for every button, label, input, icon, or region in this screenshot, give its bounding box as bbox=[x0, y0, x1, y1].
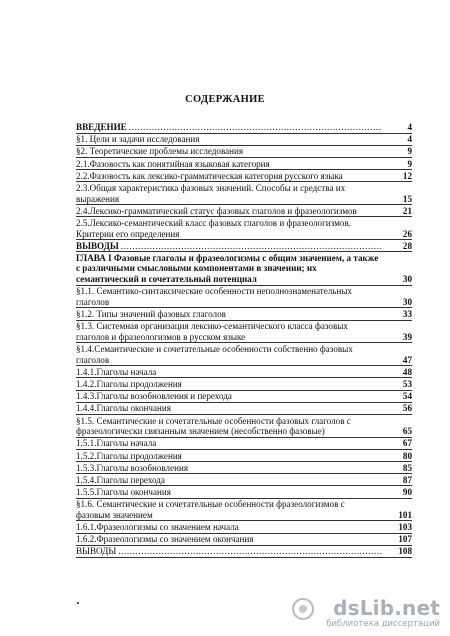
toc-page-number: 28 bbox=[402, 240, 412, 251]
toc-page-number: 33 bbox=[402, 309, 412, 320]
toc-entry-title: §1.1. Семантико-синтаксические особенности неполнознаменательных глаголов bbox=[76, 286, 352, 307]
toc-page-number: 39 bbox=[402, 331, 412, 342]
toc-entry-title: §1.2. Типы значений фазовых глаголов bbox=[76, 309, 226, 320]
toc-page-number: 80 bbox=[402, 450, 412, 461]
toc-page-number: 101 bbox=[398, 509, 412, 520]
toc-page-number: 30 bbox=[402, 296, 412, 307]
toc-entry-title: 1.6.1.Фразеологизмы со значением начала bbox=[76, 522, 239, 533]
scan-mark bbox=[77, 602, 79, 604]
toc-entry-title: §1. Цели и задачи исследования bbox=[76, 134, 200, 145]
toc-entry bbox=[76, 522, 412, 534]
toc-page-number: 21 bbox=[402, 205, 412, 216]
toc-page-number: 65 bbox=[402, 426, 412, 437]
toc-entry bbox=[76, 146, 412, 158]
toc-page-number: 67 bbox=[402, 438, 412, 449]
toc-entry-title: 2.3.Общая характеристика фазовых значений. Способы и средства их выражения bbox=[76, 182, 346, 204]
toc-page-number: 90 bbox=[402, 487, 412, 498]
toc-entry bbox=[76, 367, 412, 379]
toc-page-number: 103 bbox=[398, 522, 412, 533]
toc-entry-title: 1.4.1.Глаголы начала bbox=[76, 366, 157, 377]
toc-dot-leader bbox=[118, 546, 382, 557]
watermark-logo-icon bbox=[292, 598, 314, 620]
toc-entry bbox=[76, 241, 412, 253]
toc-page-number: 9 bbox=[407, 146, 412, 157]
toc-entry-title: ВВЕДЕНИЕ bbox=[76, 122, 127, 132]
toc-entry bbox=[76, 438, 412, 450]
toc-entry-title: 2.5.Лексико-семантический класс фазовых глаголов и фразеологизмов. Критерии его определения bbox=[76, 217, 352, 239]
toc-entry bbox=[76, 344, 412, 366]
watermark-logo-text: dsLib.net bbox=[333, 596, 440, 620]
toc-entry-title: 1.5.2.Глаголы продолжения bbox=[76, 450, 182, 461]
toc-entry-title: 1.5.5.Глаголы окончания bbox=[76, 487, 171, 498]
toc-dot-leader bbox=[121, 241, 382, 252]
toc-entry bbox=[76, 309, 412, 321]
toc-page-number: 108 bbox=[398, 546, 412, 557]
toc-page-number: 54 bbox=[402, 391, 412, 402]
toc-entry bbox=[76, 159, 412, 171]
toc-page-number: 12 bbox=[402, 170, 412, 181]
toc-entry bbox=[76, 416, 412, 438]
toc-entry bbox=[76, 171, 412, 183]
toc-entry bbox=[76, 463, 412, 475]
toc-entry-title: 2.2.Фазовость как лексико-грамматическая категория русского языка bbox=[76, 170, 343, 181]
toc-entry-title: 1.5.1.Глаголы начала bbox=[76, 438, 157, 449]
toc-entry bbox=[76, 451, 412, 463]
toc-entry-title: ВЫВОДЫ bbox=[76, 546, 117, 557]
toc-entry bbox=[76, 122, 412, 134]
toc-entry-title: §1.6. Семантические и сочетательные особенности фразеологизмов с фазовым значением bbox=[76, 499, 345, 520]
toc-entry-title: 1.5.3.Глаголы возобновления bbox=[76, 462, 189, 473]
toc-entry-title: ВЫВОДЫ bbox=[76, 240, 119, 251]
toc-entry-title: 2.4.Лексико-грамматический статус фазовых глаголов и фразеологизмов bbox=[76, 205, 357, 216]
toc-entry bbox=[76, 475, 412, 487]
watermark bbox=[290, 596, 440, 630]
toc-entry-title: 1.5.4.Глаголы перехода bbox=[76, 474, 165, 485]
toc-entry-title: 1.4.4.Глаголы окончания bbox=[76, 403, 171, 414]
toc-entry bbox=[76, 134, 412, 146]
toc-page-number: 56 bbox=[402, 403, 412, 414]
toc-entry bbox=[76, 321, 412, 343]
toc-page-number: 85 bbox=[402, 462, 412, 473]
toc-entry bbox=[76, 403, 412, 415]
toc-entry-title: §2. Теоретические проблемы исследования bbox=[76, 146, 244, 157]
watermark-subtitle: библиотека диссертаций bbox=[326, 619, 440, 629]
toc-entry bbox=[76, 391, 412, 403]
toc-entry bbox=[76, 379, 412, 391]
toc-entry-title: §1.3. Системная организация лексико-семантического класса фазовых глаголов и фразеологизмов в русском языке bbox=[76, 321, 348, 342]
toc-entry bbox=[76, 546, 412, 558]
toc-entry bbox=[76, 499, 412, 521]
toc-entry-title: 2.1.Фазовость как понятийная языковая категория bbox=[76, 158, 270, 169]
toc-entry bbox=[76, 183, 412, 205]
toc-entry-title: §1.4.Семантические и сочетательные особенности собственно фазовых глаголов bbox=[76, 344, 353, 365]
toc-entry bbox=[76, 487, 412, 499]
toc-dot-leader bbox=[129, 122, 382, 133]
toc-page-number: 26 bbox=[402, 228, 412, 239]
toc-page-number: 47 bbox=[402, 354, 412, 365]
toc-page-number: 4 bbox=[407, 122, 412, 132]
toc-page-number: 48 bbox=[402, 366, 412, 377]
toc-entry bbox=[76, 534, 412, 546]
toc-entry bbox=[76, 218, 412, 240]
toc-page-number: 30 bbox=[402, 274, 412, 285]
toc-entry-title: 1.6.2.Фразеологизмы со значением окончания bbox=[76, 534, 254, 545]
toc-entry-title: 1.4.2.Глаголы продолжения bbox=[76, 378, 182, 389]
toc-page-number: 87 bbox=[402, 474, 412, 485]
table-of-contents bbox=[76, 122, 412, 559]
toc-entry-title: 1.4.3.Глаголы возобновления и перехода bbox=[76, 391, 232, 402]
toc-entry bbox=[76, 286, 412, 308]
toc-entry-title: §1.5. Семантические и сочетательные особенности фазовых глаголов с фразеологически связанным значением (несобственно фазовые) bbox=[76, 415, 351, 437]
toc-entry bbox=[76, 253, 412, 286]
toc-page-number: 9 bbox=[407, 158, 412, 169]
toc-entry bbox=[76, 206, 412, 218]
toc-page-number: 107 bbox=[398, 534, 412, 545]
page-title: СОДЕРЖАНИЕ bbox=[185, 94, 265, 105]
toc-entry-title: ГЛАВА I Фазовые глаголы и фразеологизмы с общим значением, а также с различными смысловыми компонентами в значении; их семантический и сочетательный потенциал bbox=[76, 252, 379, 285]
toc-page-number: 15 bbox=[402, 193, 412, 204]
toc-page-number: 4 bbox=[407, 134, 412, 145]
toc-page-number: 53 bbox=[402, 378, 412, 389]
